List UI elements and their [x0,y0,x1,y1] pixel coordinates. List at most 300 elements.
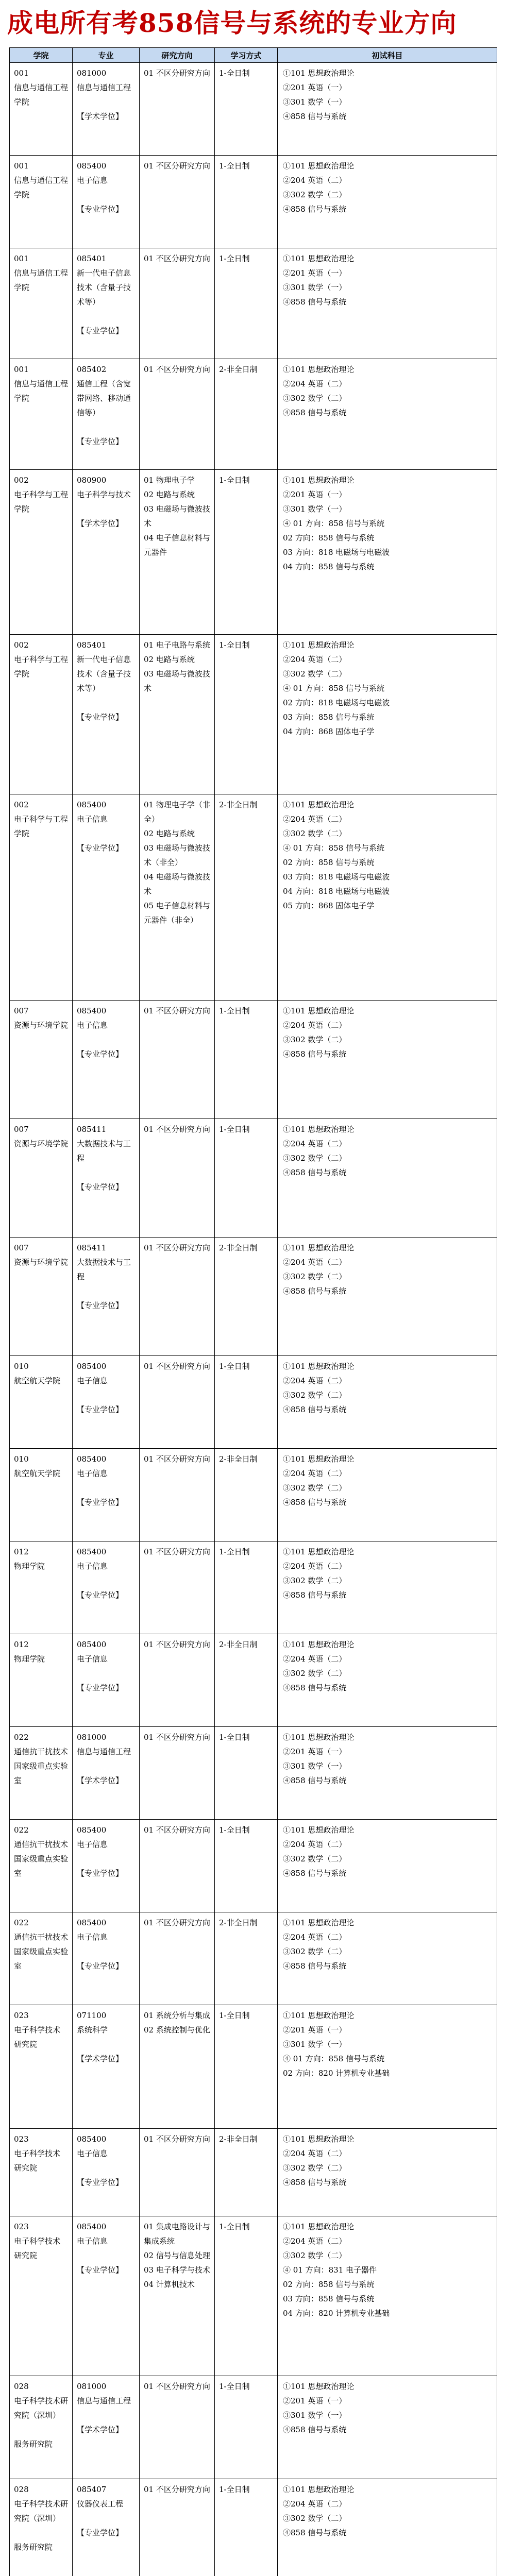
cell-direction-line: 01 不区分研究方向 [144,1006,210,1015]
cell-major-line: 085400 [77,1918,107,1927]
cell-exam-line: ①101 思想政治理论 [283,1243,355,1252]
cell-exam [278,1727,497,1820]
cell-direction-line: 01 集成电路设计与集成系统 [144,2222,210,2246]
cell-college-line [14,2422,68,2437]
cell-college-line: 028 [14,2485,29,2494]
cell-major-line [77,2248,135,2263]
cell-college [10,1449,73,1541]
cell-exam-line: 04 方向：818 电磁场与电磁波 [283,887,390,896]
cell-major [73,2376,140,2479]
table-row [10,1238,497,1356]
cell-exam-line: ③302 数学（二） [283,2163,347,2173]
cell-exam-line: ④ 01 方向：831 电子器件 [283,2265,377,2275]
cell-exam [278,2376,497,2479]
cell-study-mode: 1-全日制 [215,248,278,359]
cell-college [10,156,73,248]
cell-exam [278,794,497,1001]
cell-college-line: 023 [14,2222,29,2231]
cell-college-line: 022 [14,1918,29,1927]
cell-direction [140,1820,215,1912]
cell-exam-line: 02 方向：858 信号与系统 [283,858,375,867]
cell-direction-line: 01 不区分研究方向 [144,1454,210,1464]
cell-study-mode: 2-非全日制 [215,794,278,1001]
cell-direction-line: 03 电磁场与微波技术（非全） [144,843,210,867]
cell-direction-line: 01 电子电路与系统 [144,640,210,650]
cell-exam-line: ②204 英语（二） [283,1469,347,1478]
cell-major-line [77,1944,135,1959]
cell-college [10,1001,73,1119]
cell-exam-line: ②201 英语（一） [283,2025,347,2035]
cell-college [10,2005,73,2129]
cell-study-mode: 1-全日制 [215,1541,278,1634]
table-body [10,63,497,2576]
cell-exam [278,2005,497,2129]
cell-exam-line: ①101 思想政治理论 [283,2134,355,2144]
cell-direction-line: 05 电子信息材料与元器件（非全） [144,901,210,925]
cell-exam-line: ②204 英语（二） [283,2149,347,2158]
cell-major-line: 【专业学位】 [77,205,124,214]
cell-exam-line: ④858 信号与系统 [283,2528,347,2537]
cell-exam-line: ①101 思想政治理论 [283,365,355,374]
cell-exam-line: ③302 数学（二） [283,1154,347,1163]
cell-exam-line: 02 方向：858 信号与系统 [283,533,375,543]
cell-college [10,2376,73,2479]
cell-major-line: 电子信息 [77,1376,108,1385]
cell-exam-line: ①101 思想政治理论 [283,476,355,485]
cell-college-line: 通信抗干扰技术 [14,1840,69,1849]
cell-exam-line: 03 方向：818 电磁场与电磁波 [283,548,390,557]
cell-major-line: 085401 [77,640,107,650]
cell-college [10,2129,73,2216]
cell-exam-line: ②204 英语（二） [283,1562,347,1571]
cell-exam-line: ②204 英语（二） [283,1021,347,1030]
cell-major-line [77,1284,135,1298]
cell-major-line: 通信工程（含宽带网络、移动通信等） [77,379,131,417]
cell-exam-line: ②204 英语（二） [283,1376,347,1385]
cell-study-mode: 2-非全日制 [215,2129,278,2216]
cell-major-line: 【专业学位】 [77,1049,124,1059]
cell-direction [140,1541,215,1634]
cell-major-line [77,1481,135,1495]
cell-exam-line: 05 方向：868 固体电子学 [283,901,375,910]
cell-exam-line: ③302 数学（二） [283,1035,347,1044]
cell-major-line [77,2408,135,2422]
cell-exam-line: ③302 数学（二） [283,829,347,838]
cell-direction [140,1634,215,1727]
cell-major-line [77,1165,135,1180]
cell-major-line [77,1573,135,1588]
cell-exam [278,1449,497,1541]
cell-major-line: 081000 [77,1733,107,1742]
cell-direction [140,2129,215,2216]
cell-study-mode: 1-全日制 [215,1727,278,1820]
cell-major [73,635,140,794]
cell-direction-line: 01 不区分研究方向 [144,1547,210,1556]
cell-college [10,1356,73,1449]
cell-direction [140,248,215,359]
cell-college-line: 022 [14,1733,29,1742]
table-row [10,1356,497,1449]
cell-major-line: 085400 [77,1454,107,1464]
cell-study-mode: 1-全日制 [215,1119,278,1238]
table-row [10,156,497,248]
cell-major [73,1001,140,1119]
cell-major-line: 085401 [77,254,107,263]
cell-major [73,1238,140,1356]
cell-direction-line: 01 不区分研究方向 [144,161,210,171]
cell-exam-line: ①101 思想政治理论 [283,2382,355,2391]
cell-exam-line: ②201 英语（一） [283,83,347,92]
cell-major-line: 085411 [77,1243,107,1252]
cell-college-line: 电子科学与工程学院 [14,655,69,679]
cell-exam-line: ③301 数学（一） [283,97,347,107]
cell-college [10,1820,73,1912]
cell-college [10,1541,73,1634]
majors-table-wrapper [9,47,497,2576]
table-row [10,1449,497,1541]
cell-exam-line: ③301 数学（一） [283,2411,347,2420]
cell-major-line: 081000 [77,69,107,78]
cell-exam-line: ④858 信号与系统 [283,1683,347,1692]
cell-college-line: 学院 [14,283,30,292]
cell-college-line: 007 [14,1243,29,1252]
cell-major-line: 【专业学位】 [77,1405,124,1414]
cell-major-line: 电子科学与技术 [77,490,131,499]
cell-exam-line: ③302 数学（二） [283,394,347,403]
header-exam-subjects: 初试科目 [278,48,497,63]
table-row [10,2129,497,2216]
cell-major [73,1449,140,1541]
cell-college-line: 信息与通信工程 [14,83,69,92]
table-row [10,1119,497,1238]
cell-major-line: 新一代电子信息技术（含量子技术等） [77,655,131,693]
cell-direction-line: 01 不区分研究方向 [144,1125,210,1134]
cell-major-line: 085400 [77,1006,107,1015]
cell-exam-line: ①101 思想政治理论 [283,2485,355,2494]
cell-major-line: 085400 [77,2222,107,2231]
cell-direction [140,1356,215,1449]
cell-study-mode: 2-非全日制 [215,1238,278,1356]
cell-exam-line: ②204 英语（二） [283,379,347,388]
cell-exam-line: ③302 数学（二） [283,1272,347,1281]
cell-major-line: 【专业学位】 [77,2528,124,2537]
cell-direction-line: 01 不区分研究方向 [144,1825,210,1835]
cell-major-line: 电子信息 [77,1469,108,1478]
cell-major-line [77,1032,135,1047]
table-row [10,248,497,359]
cell-major-line [77,420,135,434]
cell-study-mode: 1-全日制 [215,2005,278,2129]
cell-major [73,1820,140,1912]
cell-direction [140,635,215,794]
cell-direction [140,2005,215,2129]
table-row [10,1634,497,1727]
cell-exam-line: ②204 英语（二） [283,2499,347,2509]
cell-major-line: 080900 [77,476,107,485]
table-row [10,63,497,156]
cell-study-mode: 1-全日制 [215,156,278,248]
cell-exam-line: ②201 英语（一） [283,2396,347,2405]
majors-table [9,47,497,2576]
cell-major-line: 信息与通信工程 [77,1747,131,1756]
cell-major-line [77,502,135,516]
cell-major [73,1541,140,1634]
cell-college [10,1238,73,1356]
cell-direction [140,470,215,635]
cell-major-line: 电子信息 [77,2236,108,2246]
cell-exam-line: ④858 信号与系统 [283,1168,347,1177]
cell-exam-line: ④ 01 方向：858 信号与系统 [283,684,385,693]
cell-exam-line: ②204 英语（二） [283,815,347,824]
cell-direction-line: 02 电路与系统 [144,829,195,838]
cell-exam-line: 03 方向：858 信号与系统 [283,713,375,722]
cell-exam-line: ①101 思想政治理论 [283,1362,355,1371]
cell-direction [140,1119,215,1238]
cell-college-line: 012 [14,1547,29,1556]
cell-college-line: 023 [14,2134,29,2144]
cell-direction-line: 01 不区分研究方向 [144,1243,210,1252]
cell-exam [278,1634,497,1727]
cell-direction [140,1727,215,1820]
cell-college-line: 023 [14,2011,29,2020]
cell-college [10,2479,73,2576]
cell-college-line: 电子科学技术 [14,2149,61,2158]
cell-college-line: 电子科学技术 [14,2236,61,2246]
cell-direction [140,794,215,1001]
cell-exam-line: 03 方向：818 电磁场与电磁波 [283,872,390,882]
cell-exam [278,470,497,635]
cell-major-line: 信息与通信工程 [77,83,131,92]
cell-college-line: 001 [14,161,29,171]
cell-exam-line: ④858 信号与系统 [283,1961,347,1971]
cell-study-mode: 1-全日制 [215,2376,278,2479]
table-row [10,2479,497,2576]
cell-college-line: 001 [14,254,29,263]
cell-exam-line: ④ 01 方向：858 信号与系统 [283,843,385,853]
cell-direction [140,1449,215,1541]
cell-major-line: 【专业学位】 [77,843,124,853]
cell-college-line: 电子科学技术研究院（深圳） [14,2499,69,2523]
cell-exam-line: ④858 信号与系统 [283,2178,347,2187]
cell-exam-line: 04 方向：820 计算机专业基础 [283,2309,390,2318]
cell-major-line: 【专业学位】 [77,1961,124,1971]
cell-college-line: 010 [14,1454,29,1464]
cell-exam [278,2479,497,2576]
cell-college-line: 电子科学技术 [14,2025,61,2035]
cell-major-line: 085400 [77,2134,107,2144]
cell-college-line: 研究院 [14,2040,38,2049]
cell-exam-line: ④ 01 方向：858 信号与系统 [283,2054,385,2063]
cell-college-line: 022 [14,1825,29,1835]
cell-major-line: 081000 [77,2382,107,2391]
cell-major-line [77,2511,135,2526]
cell-exam [278,1820,497,1912]
cell-major [73,2216,140,2376]
cell-exam-line: ①101 思想政治理论 [283,1006,355,1015]
cell-exam-line: ④858 信号与系统 [283,1405,347,1414]
cell-exam-line: 02 方向：818 电磁场与电磁波 [283,698,390,707]
cell-exam-line: 02 方向：858 信号与系统 [283,2280,375,2289]
cell-exam-line: ②204 英语（二） [283,1654,347,1664]
cell-college [10,1912,73,2005]
cell-major [73,156,140,248]
cell-study-mode: 1-全日制 [215,1001,278,1119]
cell-major-line: 大数据技术与工程 [77,1139,131,1163]
cell-direction [140,2479,215,2576]
cell-exam-line: ③302 数学（二） [283,190,347,199]
cell-major-line [77,1666,135,1681]
cell-college-line: 资源与环境学院 [14,1139,69,1148]
cell-exam-line: ①101 思想政治理论 [283,1547,355,1556]
cell-exam [278,2216,497,2376]
cell-exam-line: ①101 思想政治理论 [283,2011,355,2020]
cell-exam-line: ②201 英语（一） [283,490,347,499]
cell-exam-line: ②201 英语（一） [283,268,347,278]
cell-major [73,1119,140,1238]
table-row [10,2376,497,2479]
cell-direction-line: 01 不区分研究方向 [144,2485,210,2494]
cell-direction-line: 04 计算机技术 [144,2280,195,2289]
cell-exam [278,1912,497,2005]
cell-exam-line: ①101 思想政治理论 [283,1454,355,1464]
cell-college-line: 电子科学与工程学院 [14,815,69,838]
cell-college-line: 010 [14,1362,29,1371]
cell-direction-line: 01 不区分研究方向 [144,1362,210,1371]
cell-direction-line: 02 电路与系统 [144,655,195,664]
cell-major-line: 【专业学位】 [77,1683,124,1692]
cell-exam [278,1541,497,1634]
cell-exam-line: ④858 信号与系统 [283,408,347,417]
cell-major [73,1356,140,1449]
cell-exam [278,1001,497,1119]
cell-major-line: 【学术学位】 [77,112,124,121]
cell-major-line: 【专业学位】 [77,713,124,722]
cell-exam-line: ②204 英语（二） [283,1840,347,1849]
cell-major-line: 【专业学位】 [77,1498,124,1507]
cell-direction-line: 01 系统分析与集成 [144,2011,210,2020]
cell-direction-line: 01 不区分研究方向 [144,1640,210,1649]
cell-college-line: 服务研究院 [14,2439,53,2449]
cell-college [10,470,73,635]
cell-major-line: 【专业学位】 [77,1590,124,1600]
cell-major [73,359,140,470]
cell-direction [140,1912,215,2005]
cell-exam-line: ①101 思想政治理论 [283,1918,355,1927]
cell-exam [278,63,497,156]
cell-exam-line: ②201 英语（一） [283,1747,347,1756]
cell-major-line: 085400 [77,1640,107,1649]
table-header-row [10,48,497,63]
cell-major-line: 【专业学位】 [77,437,124,446]
cell-exam-line: ④858 信号与系统 [283,1776,347,1785]
cell-direction [140,359,215,470]
cell-college [10,359,73,470]
cell-direction-line: 01 不区分研究方向 [144,2382,210,2391]
cell-major [73,2005,140,2129]
cell-exam-line: ②204 英语（二） [283,2236,347,2246]
cell-exam-line: 04 方向：858 信号与系统 [283,562,375,571]
cell-study-mode: 2-非全日制 [215,1634,278,1727]
cell-college-line: 航空航天学院 [14,1469,61,1478]
cell-direction-line: 03 电子科学与技术 [144,2265,210,2275]
cell-exam-line: ④858 信号与系统 [283,1498,347,1507]
cell-college-line: 国家级重点实验室 [14,1947,69,1971]
cell-exam-line: ②204 英语（二） [283,655,347,664]
cell-exam [278,156,497,248]
table-row [10,1820,497,1912]
cell-major-line: 071100 [77,2011,107,2020]
cell-direction-line: 04 电磁场与微波技术 [144,872,210,896]
cell-major-line: 【学术学位】 [77,519,124,528]
cell-college [10,1634,73,1727]
cell-major-line [77,1388,135,1402]
cell-exam-line: ③302 数学（二） [283,1947,347,1956]
cell-exam-line: ④858 信号与系统 [283,1286,347,1296]
cell-major-line: 085400 [77,1825,107,1835]
cell-major-line: 电子信息 [77,815,108,824]
cell-exam-line: ③302 数学（二） [283,1576,347,1585]
cell-college-line: 002 [14,640,29,650]
cell-college-line: 001 [14,69,29,78]
cell-exam-line: ③302 数学（二） [283,1854,347,1863]
cell-study-mode: 1-全日制 [215,470,278,635]
cell-exam-line: 02 方向：820 计算机专业基础 [283,2069,390,2078]
cell-college-line: 001 [14,365,29,374]
cell-exam [278,248,497,359]
cell-major-line: 085407 [77,2485,107,2494]
cell-study-mode: 2-非全日制 [215,1449,278,1541]
header-college: 学院 [10,48,73,63]
table-row [10,1001,497,1119]
cell-major [73,794,140,1001]
cell-major-line: 085400 [77,800,107,809]
cell-exam-line: ②204 英语（二） [283,1933,347,1942]
cell-exam-line: ①101 思想政治理论 [283,2222,355,2231]
cell-direction-line: 01 不区分研究方向 [144,254,210,263]
cell-major [73,1912,140,2005]
cell-major [73,2479,140,2576]
cell-study-mode: 1-全日制 [215,1820,278,1912]
table-row [10,1912,497,2005]
cell-study-mode: 2-非全日制 [215,1912,278,2005]
cell-college-line: 学院 [14,394,30,403]
cell-college-line: 航空航天学院 [14,1376,61,1385]
cell-college-line [14,2526,68,2540]
cell-exam-line: ①101 思想政治理论 [283,1125,355,1134]
cell-major-line [77,1852,135,1866]
cell-exam-line: ②204 英语（二） [283,176,347,185]
cell-study-mode: 1-全日制 [215,635,278,794]
cell-direction-line: 01 不区分研究方向 [144,365,210,374]
cell-direction-line: 01 物理电子学（非全） [144,800,210,824]
table-row [10,1727,497,1820]
cell-direction-line: 02 信号与信息处理 [144,2251,210,2260]
cell-direction [140,1001,215,1119]
cell-major-line: 085411 [77,1125,107,1134]
cell-college-line: 012 [14,1640,29,1649]
cell-major-line: 085400 [77,161,107,171]
cell-direction-line: 01 物理电子学 [144,476,195,485]
cell-exam [278,359,497,470]
cell-major [73,1727,140,1820]
cell-major-line: 【专业学位】 [77,326,124,335]
cell-college-line: 资源与环境学院 [14,1021,69,1030]
cell-exam [278,2129,497,2216]
cell-exam-line: ④ 01 方向：858 信号与系统 [283,519,385,528]
cell-direction-line: 03 电磁场与微波技术 [144,669,210,693]
cell-exam [278,1119,497,1238]
cell-college [10,635,73,794]
